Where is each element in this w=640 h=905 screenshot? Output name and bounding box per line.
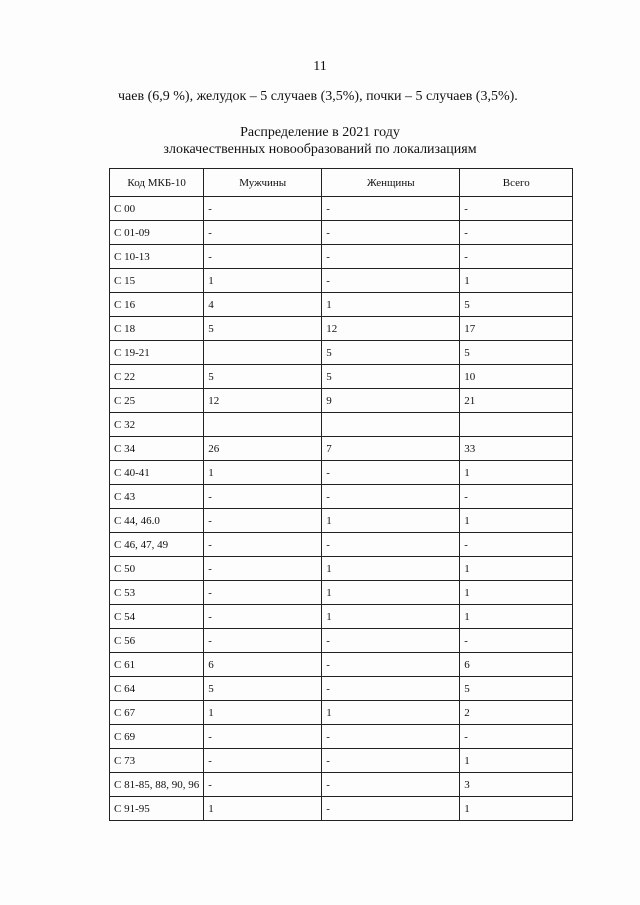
cell-men: 26 bbox=[204, 437, 322, 461]
cell-code: С 64 bbox=[110, 677, 204, 701]
table-row bbox=[110, 749, 573, 773]
cell-women: - bbox=[322, 797, 460, 821]
cell-total: 1 bbox=[460, 509, 573, 533]
table-body bbox=[110, 197, 573, 821]
cell-code: С 91-95 bbox=[110, 797, 204, 821]
cell-men: - bbox=[204, 533, 322, 557]
cell-total: 5 bbox=[460, 293, 573, 317]
table-row bbox=[110, 461, 573, 485]
intro-text: чаев (6,9 %), желудок – 5 случаев (3,5%), почки – 5 случаев (3,5%). bbox=[118, 89, 518, 104]
cell-total: 1 bbox=[460, 581, 573, 605]
table-row bbox=[110, 485, 573, 509]
cell-women: 7 bbox=[322, 437, 460, 461]
cell-total: 3 bbox=[460, 773, 573, 797]
cell-men: 5 bbox=[204, 365, 322, 389]
cell-women: 1 bbox=[322, 605, 460, 629]
cell-women: - bbox=[322, 485, 460, 509]
cell-men: 4 bbox=[204, 293, 322, 317]
table-row bbox=[110, 773, 573, 797]
cell-code: С 50 bbox=[110, 557, 204, 581]
cell-code: С 67 bbox=[110, 701, 204, 725]
cell-code: С 44, 46.0 bbox=[110, 509, 204, 533]
cell-code: С 53 bbox=[110, 581, 204, 605]
cell-total: 1 bbox=[460, 269, 573, 293]
page-number: 11 bbox=[313, 59, 327, 74]
caption-line-2: злокачественных новообразований по локализациям bbox=[163, 142, 477, 157]
cell-total: 1 bbox=[460, 461, 573, 485]
cell-women: - bbox=[322, 725, 460, 749]
table-row bbox=[110, 557, 573, 581]
header-total: Всего bbox=[460, 169, 573, 197]
cell-men: - bbox=[204, 485, 322, 509]
cell-women: 5 bbox=[322, 365, 460, 389]
cell-women: - bbox=[322, 269, 460, 293]
cell-code: С 25 bbox=[110, 389, 204, 413]
cell-code: С 54 bbox=[110, 605, 204, 629]
header-women: Женщины bbox=[322, 169, 460, 197]
table-row bbox=[110, 341, 573, 365]
localization-table bbox=[109, 168, 573, 821]
cell-code: С 22 bbox=[110, 365, 204, 389]
cell-women: 9 bbox=[322, 389, 460, 413]
table-row bbox=[110, 365, 573, 389]
table-row bbox=[110, 413, 573, 437]
table-row bbox=[110, 677, 573, 701]
table-row bbox=[110, 605, 573, 629]
cell-code: С 10-13 bbox=[110, 245, 204, 269]
cell-total: 17 bbox=[460, 317, 573, 341]
table-row bbox=[110, 701, 573, 725]
cell-total: 1 bbox=[460, 749, 573, 773]
table-row bbox=[110, 437, 573, 461]
cell-code: С 32 bbox=[110, 413, 204, 437]
cell-women: - bbox=[322, 629, 460, 653]
cell-women: - bbox=[322, 461, 460, 485]
cell-total: 1 bbox=[460, 557, 573, 581]
cell-code: С 81-85, 88, 90, 96 bbox=[110, 773, 204, 797]
caption-line-1: Распределение в 2021 году bbox=[240, 125, 400, 140]
cell-men: - bbox=[204, 725, 322, 749]
cell-total: 1 bbox=[460, 797, 573, 821]
cell-total bbox=[460, 413, 573, 437]
cell-men: 1 bbox=[204, 269, 322, 293]
cell-code: С 16 bbox=[110, 293, 204, 317]
table-row bbox=[110, 653, 573, 677]
cell-women bbox=[322, 413, 460, 437]
cell-men: 5 bbox=[204, 677, 322, 701]
cell-total: 5 bbox=[460, 341, 573, 365]
cell-code: С 69 bbox=[110, 725, 204, 749]
cell-men: 1 bbox=[204, 797, 322, 821]
cell-women: 1 bbox=[322, 701, 460, 725]
cell-women: - bbox=[322, 533, 460, 557]
cell-men: - bbox=[204, 197, 322, 221]
table-row bbox=[110, 197, 573, 221]
cell-men: - bbox=[204, 605, 322, 629]
cell-code: С 73 bbox=[110, 749, 204, 773]
cell-code: С 18 bbox=[110, 317, 204, 341]
cell-total: 2 bbox=[460, 701, 573, 725]
cell-men bbox=[204, 341, 322, 365]
cell-total: - bbox=[460, 245, 573, 269]
cell-code: С 00 bbox=[110, 197, 204, 221]
cell-code: С 34 bbox=[110, 437, 204, 461]
cell-total: 5 bbox=[460, 677, 573, 701]
cell-code: С 56 bbox=[110, 629, 204, 653]
cell-women: - bbox=[322, 653, 460, 677]
cell-total: - bbox=[460, 485, 573, 509]
table-row bbox=[110, 797, 573, 821]
cell-women: 5 bbox=[322, 341, 460, 365]
table-row bbox=[110, 533, 573, 557]
table-row bbox=[110, 629, 573, 653]
cell-code: С 15 bbox=[110, 269, 204, 293]
cell-men: - bbox=[204, 509, 322, 533]
cell-women: 1 bbox=[322, 581, 460, 605]
cell-total: - bbox=[460, 197, 573, 221]
cell-men: - bbox=[204, 557, 322, 581]
cell-code: С 01-09 bbox=[110, 221, 204, 245]
cell-women: - bbox=[322, 677, 460, 701]
cell-total: 10 bbox=[460, 365, 573, 389]
cell-code: С 43 bbox=[110, 485, 204, 509]
table-row bbox=[110, 221, 573, 245]
cell-code: С 19-21 bbox=[110, 341, 204, 365]
table-header-row bbox=[110, 169, 573, 197]
cell-men: 12 bbox=[204, 389, 322, 413]
cell-total: - bbox=[460, 725, 573, 749]
cell-women: 1 bbox=[322, 557, 460, 581]
header-men: Мужчины bbox=[204, 169, 322, 197]
cell-total: - bbox=[460, 221, 573, 245]
cell-women: - bbox=[322, 197, 460, 221]
table-row bbox=[110, 245, 573, 269]
cell-total: 33 bbox=[460, 437, 573, 461]
cell-women: - bbox=[322, 749, 460, 773]
cell-men: 5 bbox=[204, 317, 322, 341]
cell-code: С 61 bbox=[110, 653, 204, 677]
cell-men: 6 bbox=[204, 653, 322, 677]
table-row bbox=[110, 269, 573, 293]
cell-men: - bbox=[204, 581, 322, 605]
cell-women: 1 bbox=[322, 293, 460, 317]
table-row bbox=[110, 725, 573, 749]
cell-men: - bbox=[204, 629, 322, 653]
cell-total: 1 bbox=[460, 605, 573, 629]
cell-women: 1 bbox=[322, 509, 460, 533]
cell-code: С 40-41 bbox=[110, 461, 204, 485]
cell-women: - bbox=[322, 773, 460, 797]
cell-women: - bbox=[322, 245, 460, 269]
table-row bbox=[110, 317, 573, 341]
cell-men: - bbox=[204, 749, 322, 773]
cell-total: - bbox=[460, 533, 573, 557]
cell-men: 1 bbox=[204, 701, 322, 725]
cell-men bbox=[204, 413, 322, 437]
cell-total: - bbox=[460, 629, 573, 653]
cell-men: - bbox=[204, 245, 322, 269]
table-row bbox=[110, 293, 573, 317]
table-caption bbox=[0, 124, 640, 158]
table-row bbox=[110, 581, 573, 605]
table-row bbox=[110, 509, 573, 533]
cell-total: 21 bbox=[460, 389, 573, 413]
cell-men: - bbox=[204, 221, 322, 245]
table-row bbox=[110, 389, 573, 413]
cell-women: - bbox=[322, 221, 460, 245]
header-code: Код МКБ-10 bbox=[110, 169, 204, 197]
cell-code: С 46, 47, 49 bbox=[110, 533, 204, 557]
cell-women: 12 bbox=[322, 317, 460, 341]
cell-total: 6 bbox=[460, 653, 573, 677]
cell-men: - bbox=[204, 773, 322, 797]
cell-men: 1 bbox=[204, 461, 322, 485]
